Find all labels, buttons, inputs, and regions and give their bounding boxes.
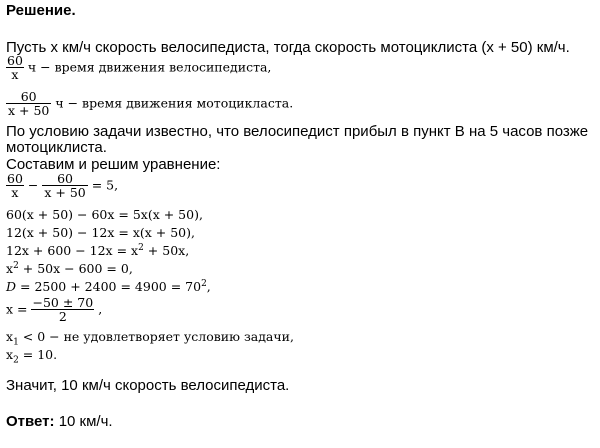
root-x2-line [6,347,58,366]
discriminant-variable: D [6,279,17,294]
condition-line-2: мотоциклиста. [6,139,107,156]
discriminant-exponent: 2 [201,278,207,289]
step-2: 12(x + 50) − 12x = x(x + 50), [6,225,195,240]
discriminant-end: , [206,279,211,294]
roots-formula-line [6,296,102,323]
fraction-motorcyclist [6,90,51,117]
step-1: 60(x + 50) − 60x = 5x(x + 50), [6,207,203,222]
roots-fraction [31,296,94,323]
step-4 [6,262,133,276]
time-motorcyclist-line [6,90,293,117]
time-motorcyclist-text: ч − время движения мотоцикласта. [55,95,294,111]
step-3-left: 12x + 600 − 12x = x [6,243,139,258]
solution-heading: Решение. [6,2,76,19]
condition-line-1: По условию задачи известно, что велосипедист прибыл в пункт В на 5 часов позже [6,123,589,140]
discriminant-line [6,280,211,294]
fraction-numerator: −50 ± 70 [32,295,94,310]
discriminant-value: = 2500 + 2400 = 4900 = 70 [16,279,202,294]
step-3 [6,244,189,258]
compose-equation-line: Составим и решим уравнение: [6,156,221,173]
fraction-denominator: x + 50 [8,103,50,118]
conclusion-line: Значит, 10 км/ч скорость велосипедиста. [6,377,290,394]
step-3-right: + 50x, [143,243,190,258]
fraction-numerator: 60 [7,53,23,68]
fraction-cyclist [6,54,24,81]
fraction-denominator: x + 50 [44,185,86,200]
fraction-denominator: x [6,67,24,81]
fraction-denominator: 2 [31,309,94,323]
step-4-right: + 50x − 600 = 0, [18,261,133,276]
root-end: , [98,301,103,317]
x1-subscript: 1 [13,337,19,348]
x2-variable: x [6,347,14,362]
minus-sign: − [27,177,39,193]
fraction-denominator: x [6,185,24,199]
x1-variable: x [6,329,14,344]
step-4-exponent: 2 [13,260,19,271]
step-4-left: x [6,261,14,276]
answer-line [6,414,113,430]
equation-line [6,172,118,199]
x2-text: = 10. [18,347,58,362]
time-cyclist-line [6,54,271,81]
x2-subscript: 2 [13,355,19,366]
equation-rhs: = 5, [91,177,119,193]
equation-fraction-2 [42,172,87,199]
root-x1-line [6,329,294,348]
time-cyclist-text: ч − время движения велосипедиста, [27,59,272,75]
answer-label: Ответ: [6,413,55,430]
fraction-numerator: 60 [57,171,73,186]
equation-fraction-1 [6,172,24,199]
answer-value: 10 км/ч. [54,413,113,430]
step-3-exponent: 2 [138,242,144,253]
x1-text: < 0 − не удовлетворяет условию задачи, [18,329,294,344]
root-lhs: x = [6,301,28,317]
intro-line: Пусть х км/ч скорость велосипедиста, тогда скорость мотоциклиста (х + 50) км/ч. [6,39,570,56]
fraction-numerator: 60 [7,171,23,186]
fraction-numerator: 60 [20,89,37,104]
